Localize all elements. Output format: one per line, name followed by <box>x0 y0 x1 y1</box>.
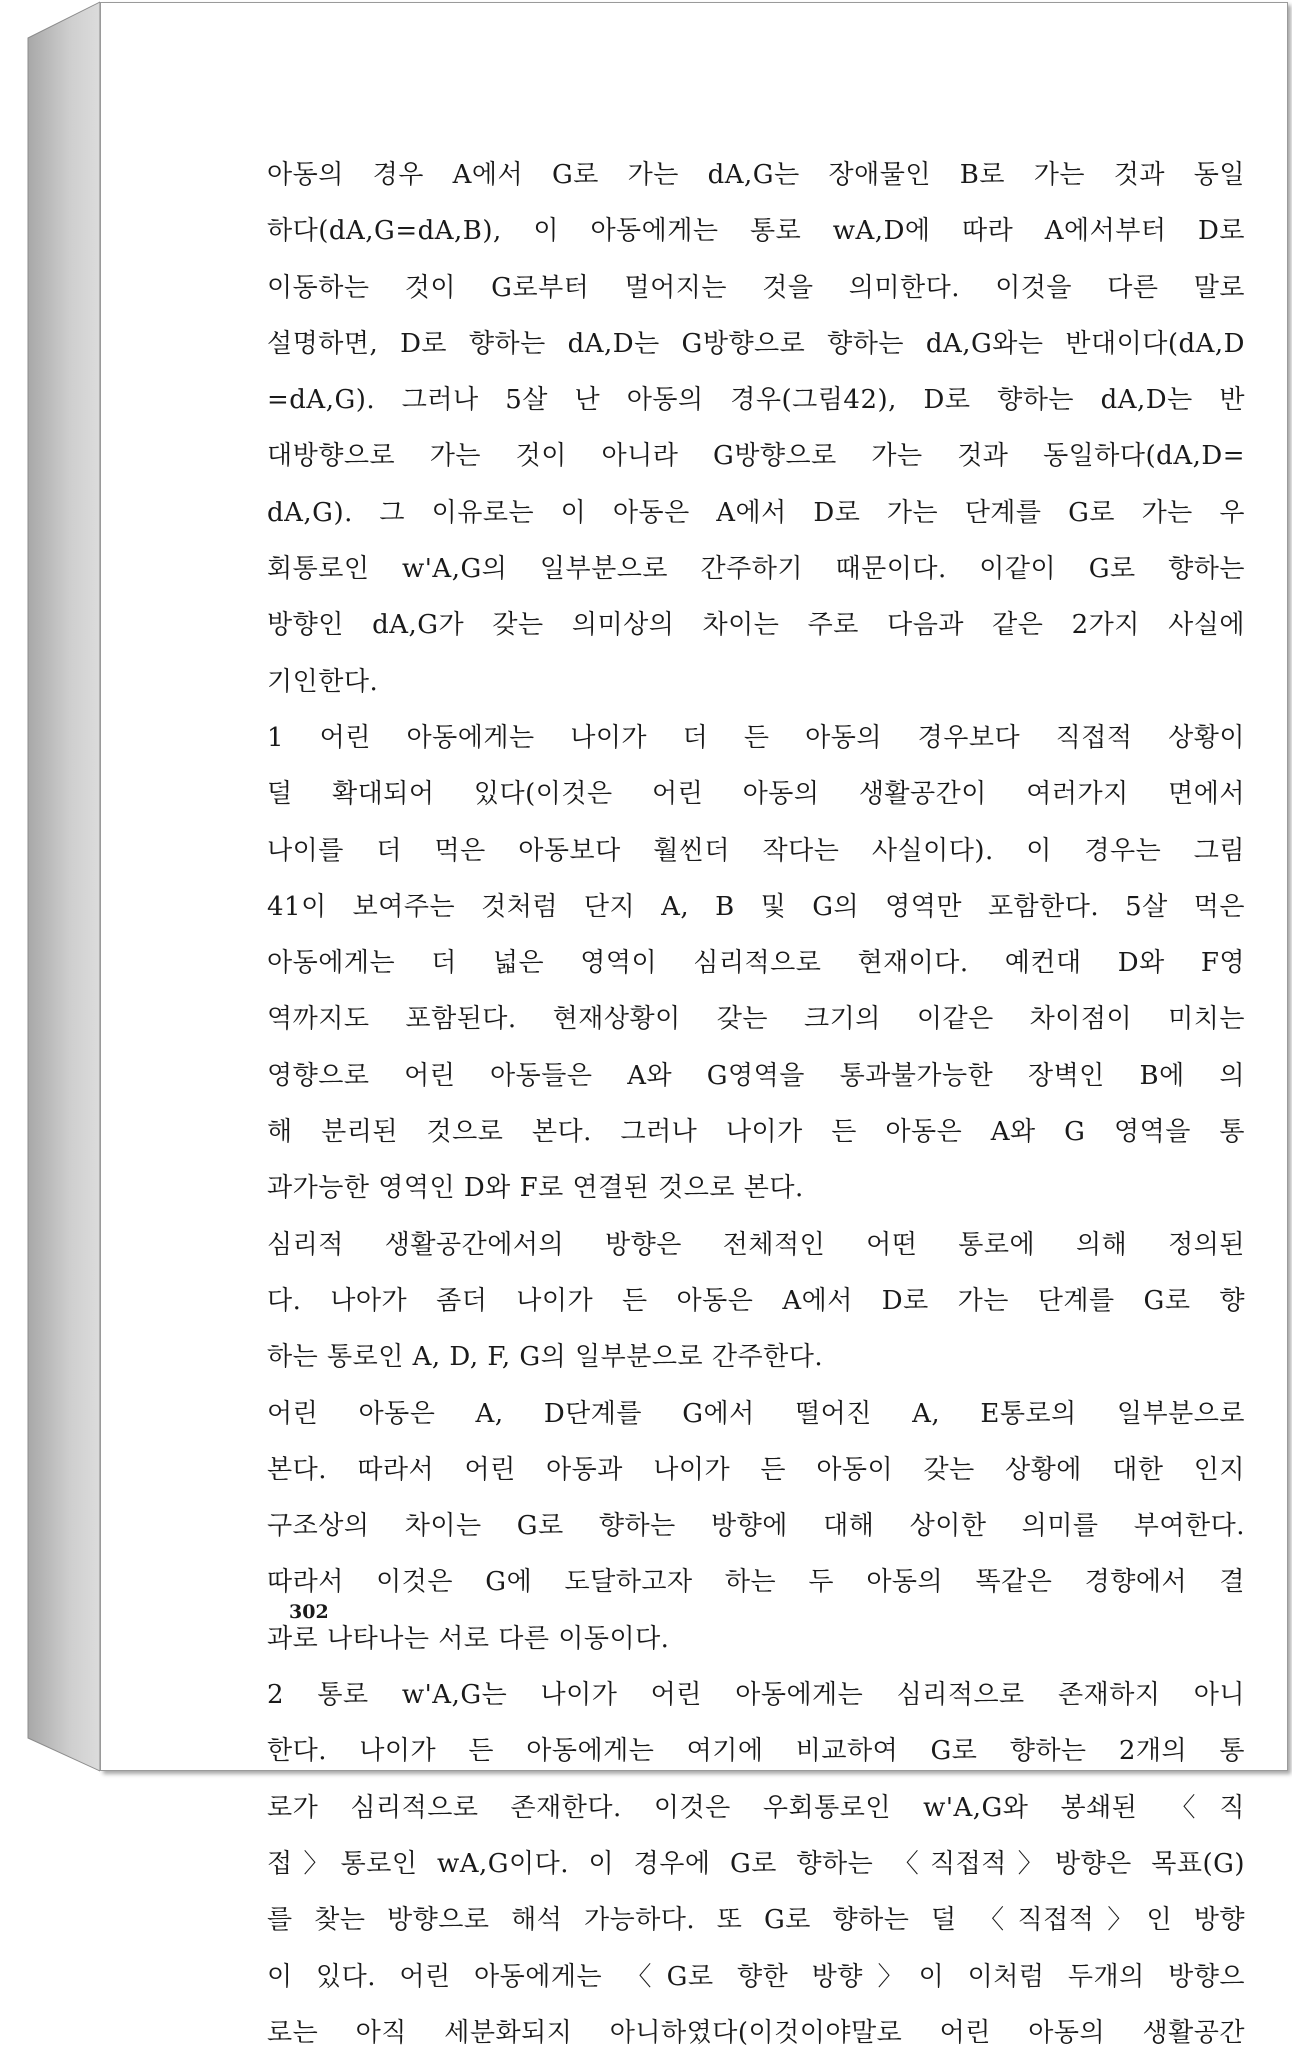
text-line: 영향으로 어린 아동들은 A와 G영역을 통과불가능한 장벽인 B에 의 <box>267 1060 1245 1091</box>
text-line: 를 찾는 방향으로 해석 가능하다. 또 G로 향하는 덜 〈직접적〉인 방향 <box>267 1905 1245 1936</box>
text-line: 구조상의 차이는 G로 향하는 방향에 대해 상이한 의미를 부여한다. <box>267 1511 1245 1542</box>
text-line: 이동하는 것이 G로부터 멀어지는 것을 의미한다. 이것을 다른 말로 <box>267 272 1245 303</box>
text-line: 하다(dA,G=dA,B), 이 아동에게는 통로 wA,D에 따라 A에서부터 D로 <box>267 216 1245 247</box>
text-line: 심리적 생활공간에서의 방향은 전체적인 어떤 통로에 의해 정의된 <box>267 1229 1245 1260</box>
text-line: 한다. 나이가 든 아동에게는 여기에 비교하여 G로 향하는 2개의 통 <box>267 1736 1245 1767</box>
text-line: 41이 보여주는 것처럼 단지 A, B 및 G의 영역만 포함한다. 5살 먹은 <box>267 891 1245 922</box>
body-text <box>267 147 1245 2061</box>
page-number: 302 <box>289 1601 329 1623</box>
text-line: 아동에게는 더 넓은 영역이 심리적으로 현재이다. 예컨대 D와 F영 <box>267 948 1245 979</box>
text-line: 과로 나타나는 서로 다른 이동이다. <box>267 1623 670 1654</box>
text-line: dA,G). 그 이유로는 이 아동은 A에서 D로 가는 단계를 G로 가는 우 <box>267 497 1245 528</box>
text-line: 해 분리된 것으로 본다. 그러나 나이가 든 아동은 A와 G 영역을 통 <box>267 1117 1245 1148</box>
book-page <box>100 2 1288 2048</box>
text-line: 아동의 경우 A에서 G로 가는 dA,G는 장애물인 B로 가는 것과 동일 <box>267 160 1245 190</box>
text-line: =dA,G). 그러나 5살 난 아동의 경우(그림42), D로 향하는 dA,D는 반 <box>267 385 1245 416</box>
text-line: 과가능한 영역인 D와 F로 연결된 것으로 본다. <box>267 1173 804 1204</box>
text-line: 역까지도 포함된다. 현재상황이 갖는 크기의 이같은 차이점이 미치는 <box>267 1004 1245 1035</box>
text-line: 따라서 이것은 G에 도달하고자 하는 두 아동의 똑같은 경향에서 결 <box>267 1567 1245 1598</box>
text-line: 접〉통로인 wA,G이다. 이 경우에 G로 향하는 〈직접적〉방향은 목표(G) <box>267 1848 1245 1879</box>
text-line: 대방향으로 가는 것이 아니라 G방향으로 가는 것과 동일하다(dA,D= <box>267 441 1245 472</box>
text-line: 나이를 더 먹은 아동보다 훨씬더 작다는 사실이다). 이 경우는 그림 <box>267 835 1245 866</box>
text-line: 하는 통로인 A, D, F, G의 일부분으로 간주한다. <box>267 1342 824 1373</box>
text-line: 기인한다. <box>267 666 379 697</box>
text-line: 회통로인 w'A,G의 일부분으로 간주하기 때문이다. 이같이 G로 향하는 <box>267 554 1245 585</box>
text-line: 로는 아직 세분화되지 아니하였다(이것이야말로 어린 아동의 생활공간 <box>267 2017 1245 2048</box>
text-line: 이 있다. 어린 아동에게는 〈G로 향한 방향〉이 이처럼 두개의 방향으 <box>267 1961 1245 1992</box>
text-line: 방향인 dA,G가 갖는 의미상의 차이는 주로 다음과 같은 2가지 사실에 <box>267 610 1245 641</box>
text-line: 설명하면, D로 향하는 dA,D는 G방향으로 향하는 dA,G와는 반대이다(dA,D <box>267 328 1245 359</box>
text-line: 2 통로 w'A,G는 나이가 어린 아동에게는 심리적으로 존재하지 아니 <box>267 1680 1245 1711</box>
text-line: 1 어린 아동에게는 나이가 더 든 아동의 경우보다 직접적 상황이 <box>267 722 1245 753</box>
text-line: 로가 심리적으로 존재한다. 이것은 우회통로인 w'A,G와 봉쇄된 〈직 <box>267 1792 1245 1823</box>
text-line: 본다. 따라서 어린 아동과 나이가 든 아동이 갖는 상황에 대한 인지 <box>267 1454 1245 1485</box>
text-line: 다. 나아가 좀더 나이가 든 아동은 A에서 D로 가는 단계를 G로 향 <box>267 1285 1245 1316</box>
book-spine-edge <box>0 0 100 1773</box>
text-line: 덜 확대되어 있다(이것은 어린 아동의 생활공간이 여러가지 면에서 <box>267 779 1245 810</box>
text-line: 어린 아동은 A, D단계를 G에서 떨어진 A, E통로의 일부분으로 <box>267 1398 1245 1429</box>
